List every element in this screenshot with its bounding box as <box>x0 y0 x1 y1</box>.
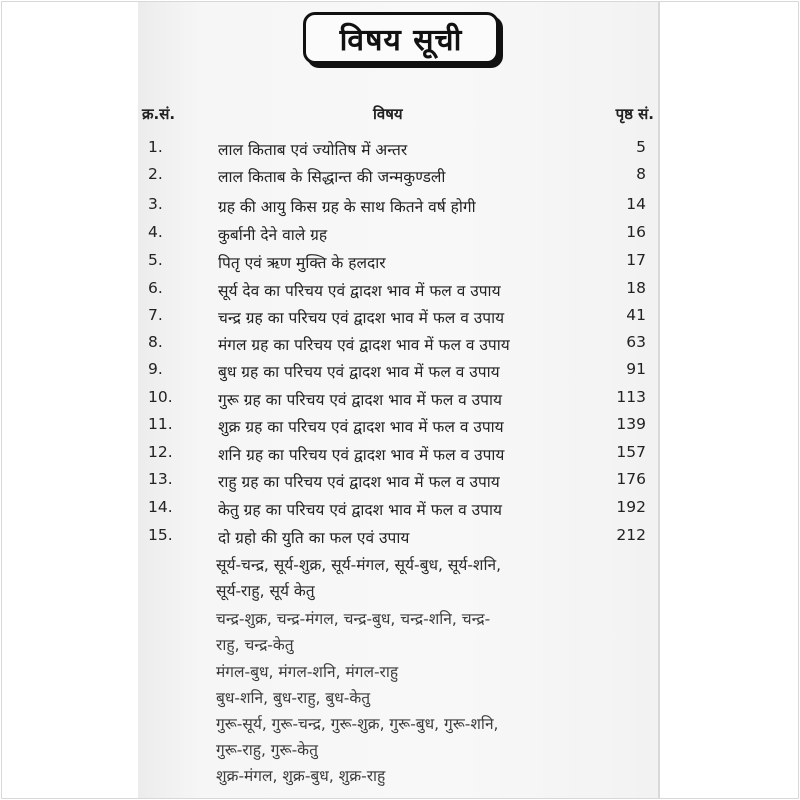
entry-subject: ग्रह की आयु किस ग्रह के साथ कितने वर्ष होगी <box>218 198 476 216</box>
entry-subject: दो ग्रहो की युति का फल एवं उपाय <box>218 529 410 547</box>
entry-number: 15. <box>148 526 173 544</box>
conjunction-line: गुरू-राहु, गुरू-केतु <box>216 741 318 759</box>
entry-number: 10. <box>148 388 173 406</box>
entry-page: 5 <box>636 138 646 156</box>
entry-page: 41 <box>626 306 646 324</box>
entry-page: 157 <box>616 443 646 461</box>
conjunction-line: चन्द्र-शुक्र, चन्द्र-मंगल, चन्द्र-बुध, चन्द्र-शनि, चन्द्र- <box>216 610 491 628</box>
entry-number: 14. <box>148 498 173 516</box>
entry-subject: पितृ एवं ऋण मुक्ति के हलदार <box>218 254 386 272</box>
entry-subject: मंगल ग्रह का परिचय एवं द्वादश भाव में फल व उपाय <box>218 336 510 354</box>
entry-subject: केतु ग्रह का परिचय एवं द्वादश भाव में फल व उपाय <box>218 501 502 519</box>
toc-row <box>138 251 660 275</box>
entry-page: 139 <box>616 415 646 433</box>
entry-page: 192 <box>616 498 646 516</box>
entry-subject: लाल किताब के सिद्धान्त की जन्मकुण्डली <box>218 168 446 186</box>
header-serial-number: क्र.सं. <box>142 105 176 123</box>
conjunction-line: मंगल-बुध, मंगल-शनि, मंगल-राहु <box>216 663 399 681</box>
toc-row <box>138 165 660 189</box>
toc-row <box>138 306 660 330</box>
toc-row <box>138 195 660 219</box>
entry-page: 14 <box>626 195 646 213</box>
entry-subject: शनि ग्रह का परिचय एवं द्वादश भाव में फल व उपाय <box>218 446 505 464</box>
entry-page: 8 <box>636 165 646 183</box>
header-page-number: पृष्ठ सं. <box>615 105 654 123</box>
conjunction-line: सूर्य-चन्द्र, सूर्य-शुक्र, सूर्य-मंगल, सूर्य-बुध, सूर्य-शनि, <box>216 556 501 574</box>
header-subject: विषय <box>373 105 403 123</box>
toc-row <box>138 138 660 162</box>
entry-page: 17 <box>626 251 646 269</box>
entry-subject: सूर्य देव का परिचय एवं द्वादश भाव में फल व उपाय <box>218 282 501 300</box>
conjunction-line: गुरू-सूर्य, गुरू-चन्द्र, गुरू-शुक्र, गुरू-बुध, गुरू-शनि, <box>216 715 499 733</box>
entry-subject: कुर्बानी देने वाले ग्रह <box>218 226 328 244</box>
entry-page: 91 <box>626 360 646 378</box>
entry-subject: राहु ग्रह का परिचय एवं द्वादश भाव में फल व उपाय <box>218 473 500 491</box>
scanned-page <box>138 2 660 798</box>
entry-subject: शुक्र ग्रह का परिचय एवं द्वादश भाव में फल व उपाय <box>218 418 504 436</box>
conjunction-line: बुध-शनि, बुध-राहु, बुध-केतु <box>216 689 371 707</box>
toc-row <box>138 470 660 494</box>
entry-number: 8. <box>148 333 163 351</box>
entry-subject: चन्द्र ग्रह का परिचय एवं द्वादश भाव में फल व उपाय <box>218 309 505 327</box>
entry-number: 12. <box>148 443 173 461</box>
entry-number: 4. <box>148 223 163 241</box>
toc-row <box>138 415 660 439</box>
conjunction-line: सूर्य-राहु, सूर्य केतु <box>216 582 315 600</box>
toc-row <box>138 443 660 467</box>
conjunction-line: राहु, चन्द्र-केतु <box>216 636 294 654</box>
toc-row <box>138 526 660 550</box>
entry-number: 13. <box>148 470 173 488</box>
toc-row <box>138 388 660 412</box>
entry-page: 176 <box>616 470 646 488</box>
entry-number: 11. <box>148 415 173 433</box>
toc-row <box>138 333 660 357</box>
entry-subject: बुध ग्रह का परिचय एवं द्वादश भाव में फल व उपाय <box>218 363 500 381</box>
entry-page: 63 <box>626 333 646 351</box>
entry-number: 3. <box>148 195 163 213</box>
entry-page: 212 <box>616 526 646 544</box>
toc-row <box>138 498 660 522</box>
entry-page: 18 <box>626 279 646 297</box>
entry-number: 1. <box>148 138 163 156</box>
toc-row <box>138 360 660 384</box>
entry-number: 9. <box>148 360 163 378</box>
entry-page: 16 <box>626 223 646 241</box>
entry-number: 6. <box>148 279 163 297</box>
toc-row <box>138 279 660 303</box>
entry-page: 113 <box>616 388 646 406</box>
toc-row <box>138 223 660 247</box>
entry-number: 7. <box>148 306 163 324</box>
entry-subject: लाल किताब एवं ज्योतिष में अन्तर <box>218 141 408 159</box>
page-title: विषय सूची <box>303 12 499 64</box>
conjunction-line: शुक्र-मंगल, शुक्र-बुध, शुक्र-राहु <box>216 767 386 785</box>
entry-number: 2. <box>148 165 163 183</box>
entry-subject: गुरू ग्रह का परिचय एवं द्वादश भाव में फल व उपाय <box>218 391 502 409</box>
entry-number: 5. <box>148 251 163 269</box>
